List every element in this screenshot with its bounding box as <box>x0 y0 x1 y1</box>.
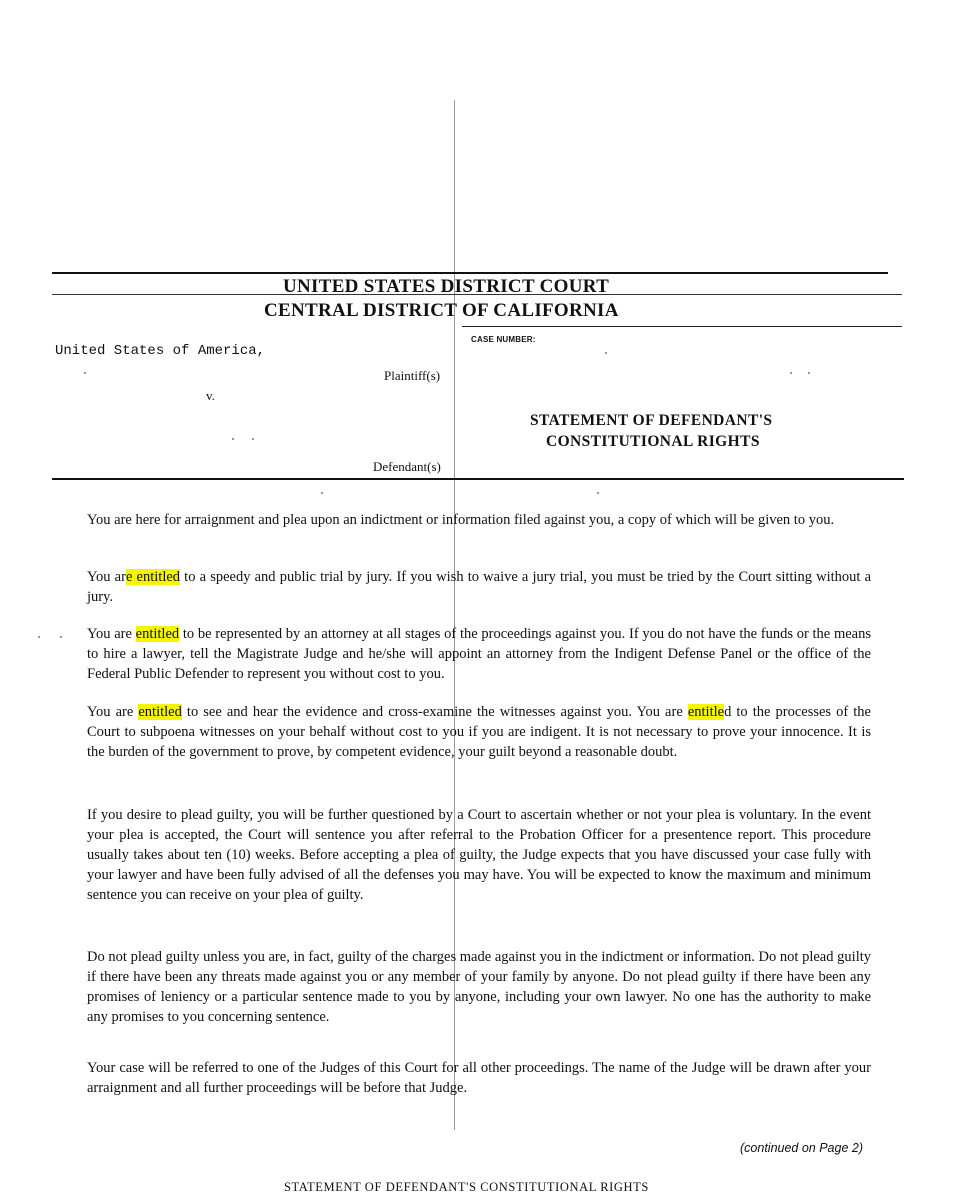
scan-speck <box>84 372 86 374</box>
caption-bottom-rule <box>52 478 904 480</box>
text-run: to be represented by an attorney at all stages of the proceedings against you. If you do not have the funds or the means to hire a lawyer, tell the Magistrate Judge and he/she will appoint an attorney from the Indigent Defense Panel or the office of the Federal Public Defender to represent you without cost to you. <box>87 626 871 682</box>
caption-top-rule <box>462 326 902 327</box>
scan-speck <box>790 372 792 374</box>
text-run: You ar <box>87 569 126 585</box>
plaintiff-name: United States of America, <box>55 343 266 359</box>
highlighted-entitled: entitle <box>687 704 725 720</box>
continued-note: (continued on Page 2) <box>740 1141 864 1155</box>
scan-speck <box>60 636 62 638</box>
scan-speck <box>252 438 254 440</box>
paragraph-referral: Your case will be referred to one of the Judges of this Court for all other proceedings. The name of the Judge will be drawn after your arraignment and all further proceedings will be before that Judge. <box>87 1060 871 1096</box>
case-number-label: CASE NUMBER: <box>471 335 536 344</box>
highlighted-entitled: entitled <box>138 704 182 720</box>
district-name: CENTRAL DISTRICT OF CALIFORNIA <box>264 300 619 321</box>
paragraph-jury-trial <box>87 567 871 607</box>
versus-label: v. <box>206 388 215 403</box>
scan-speck <box>38 636 40 638</box>
paragraph-attorney <box>87 624 871 684</box>
text-run: to a speedy and public trial by jury. If you wish to waive a jury trial, you must be tried by the Court sitting without a jury. <box>87 569 872 605</box>
scan-speck <box>605 352 607 354</box>
text-run: You are <box>87 704 139 720</box>
scan-speck <box>321 492 323 494</box>
scan-speck <box>597 492 599 494</box>
text-run: You are <box>87 626 136 642</box>
document-title-line1: STATEMENT OF DEFENDANT'S <box>530 412 773 429</box>
top-rule <box>52 272 888 274</box>
scan-speck <box>808 372 810 374</box>
highlighted-entitled: entitled <box>135 626 180 642</box>
document-title-line2: CONSTITUTIONAL RIGHTS <box>546 433 760 450</box>
paragraph-do-not-plead: Do not plead guilty unless you are, in fact, guilty of the charges made against you in the indictment or information. Do not plead guilty if there have been any threats made against you or any member of your family by anyone. Do not plead guilty if there have been any promises of leniency or a particular sentence made to you by anyone, including your own lawyer. No one has the authority to make any promises to you concerning sentence. <box>87 949 871 1025</box>
footer-title: STATEMENT OF DEFENDANT'S CONSTITUTIONAL RIGHTS <box>284 1180 649 1194</box>
paragraph-plead-guilty: If you desire to plead guilty, you will be further questioned by a Court to ascertain whether or not your plea is voluntary. In the event your plea is accepted, the Court will sentence you after referral to the Probation Officer for a presentence report. This procedure usually takes about ten (10) weeks. Before accepting a plea of guilty, the Judge expects that you have discussed your case fully with your lawyer and have been fully advised of all the defenses you may have. You will be expected to know the maximum and minimum sentence you can receive on your plea of guilty. <box>87 807 871 903</box>
text-run: d to the processes of the Court to subpoena witnesses on your behalf without cost to you if you are indigent. It is not necessary to prove your innocence. It is the burden of the government to prove, by competent evidence, your guilt beyond a reasonable doubt. <box>87 704 871 760</box>
court-name: UNITED STATES DISTRICT COURT <box>283 276 610 297</box>
defendant-label: Defendant(s) <box>373 459 441 474</box>
paragraph-arraignment: You are here for arraignment and plea upon an indictment or information filed against you, a copy of which will be given to you. <box>87 512 835 528</box>
scan-speck <box>232 438 234 440</box>
plaintiff-label: Plaintiff(s) <box>384 368 441 383</box>
text-run: to see and hear the evidence and cross-examine the witnesses against you. You are <box>181 704 688 720</box>
highlighted-entitled: e entitled <box>125 569 181 585</box>
paragraph-evidence <box>87 702 871 762</box>
document-title <box>530 410 772 452</box>
